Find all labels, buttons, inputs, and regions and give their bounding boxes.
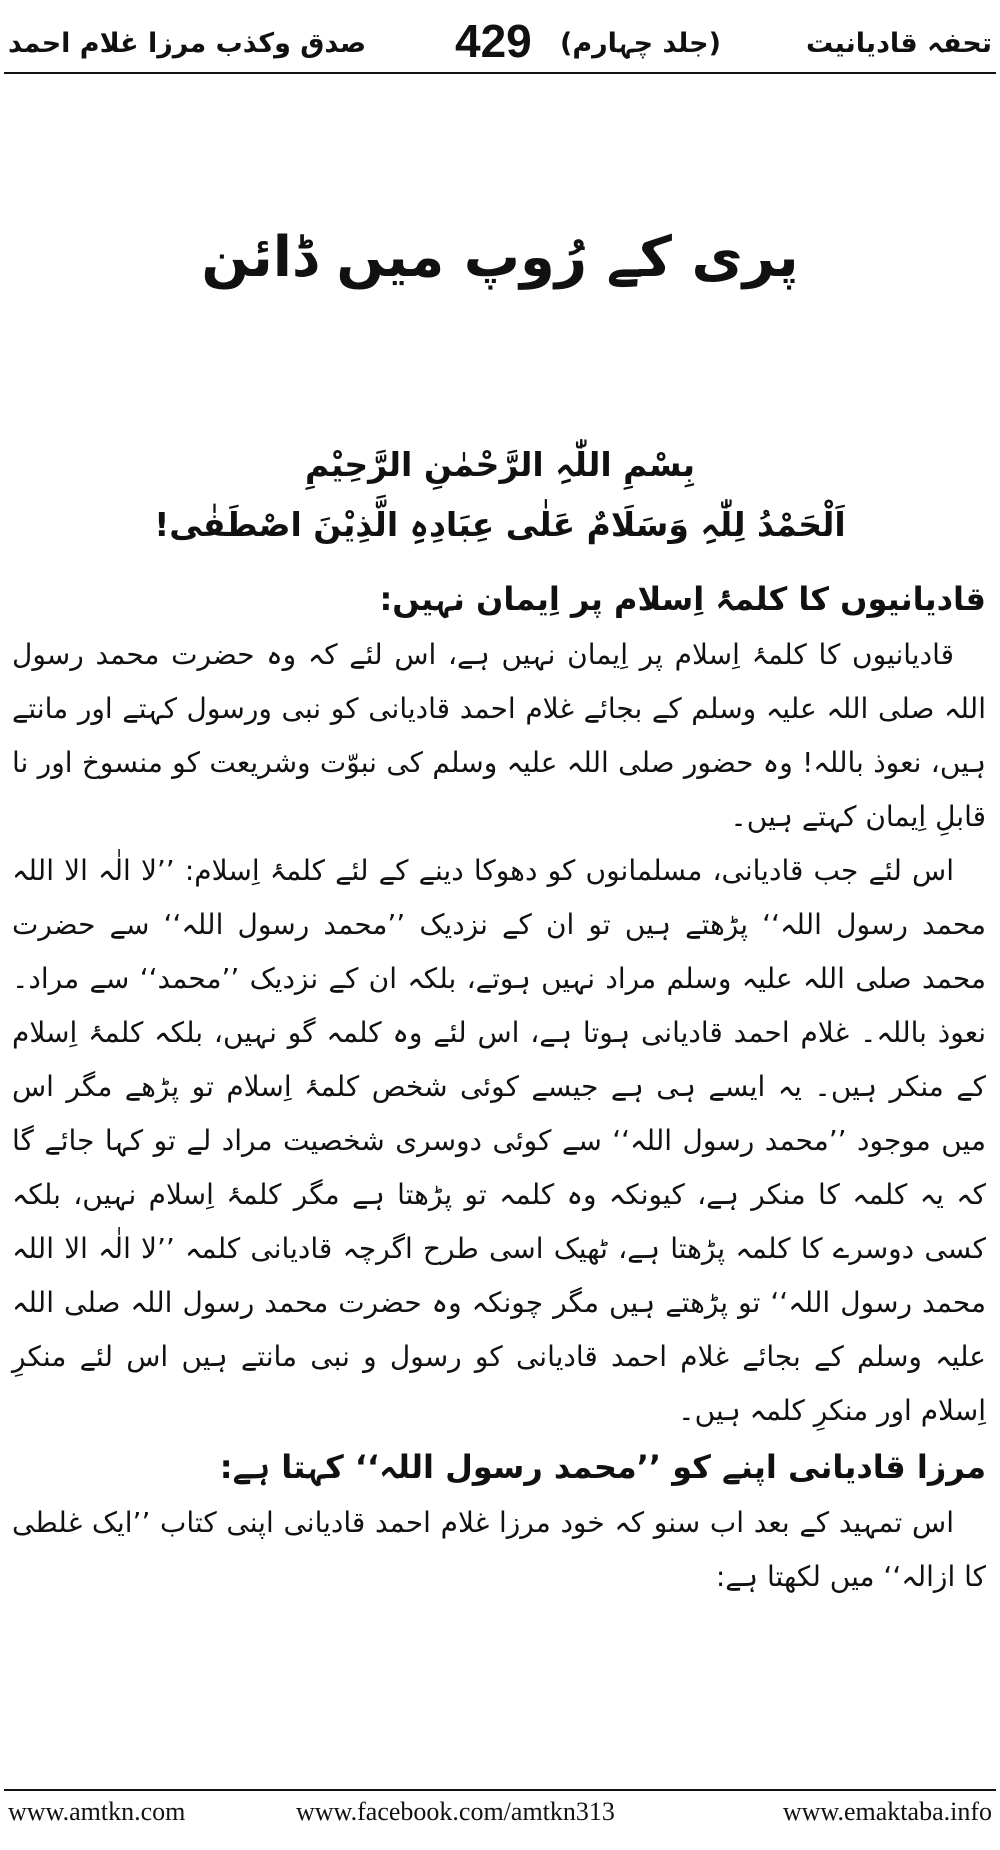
header-volume: (جلد چہارم) [560, 28, 721, 59]
paragraph-2: اس لئے جب قادیانی، مسلمانوں کو دھوکا دینے کے لئے کلمۂ اِسلام: ’’لا الٰہ الا اللہ محمد رسول اللہ‘‘ پڑھتے ہیں تو ان کے نزدیک ’’محمد رسول اللہ‘‘ سے حضرت محمد صلی اللہ علیہ وسلم مراد نہیں ہوتے، بلکہ ان کے نزدیک ’’محمد‘‘ سے مراد۔ نعوذ باللہ۔ غلام احمد قادیانی ہوتا ہے، اس لئے وہ کلمہ گو نہیں، بلکہ کلمۂ اِسلام کے منکر ہیں۔ یہ ایسے ہی ہے جیسے کوئی شخص کلمۂ اِسلام تو پڑھے مگر اس میں موجود ’’محمد رسول اللہ‘‘ سے کوئی دوسری شخصیت مراد لے تو کہا جائے گا کہ یہ کلمہ کا منکر ہے، کیونکہ وہ کلمہ تو پڑھتا ہے مگر کلمۂ اِسلام نہیں، بلکہ کسی دوسرے کا کلمہ پڑھتا ہے، ٹھیک اسی طرح اگرچہ قادیانی کلمہ ’’لا الٰہ الا اللہ محمد رسول اللہ‘‘ تو پڑھتے ہیں مگر چونکہ وہ حضرت محمد رسول اللہ صلی اللہ علیہ وسلم کے بجائے غلام احمد قادیانی کو رسول و نبی مانتے ہیں اس لئے منکرِ اِسلام اور منکرِ کلمہ ہیں۔ [12, 854, 986, 1427]
header-divider [4, 72, 996, 74]
footer-link-facebook[interactable]: www.facebook.com/amtkn313 [296, 1797, 615, 1826]
footer-divider [4, 1789, 996, 1791]
header-section-title: صدق وکذب مرزا غلام احمد [8, 28, 367, 59]
footer-link-emaktaba[interactable]: www.emaktaba.info [782, 1797, 992, 1826]
section-heading-kalima: قادیانیوں کا کلمۂ اِسلام پر اِیمان نہیں: [379, 580, 986, 618]
page-number: 429 [455, 15, 532, 67]
chapter-title: پری کے رُوپ میں ڈائن [201, 225, 799, 290]
footer-link-amtkn[interactable]: www.amtkn.com [8, 1797, 186, 1826]
header-book-title: تحفہ قادیانیت [806, 28, 992, 59]
paragraph-3: اس تمہید کے بعد اب سنو کہ خود مرزا غلام احمد قادیانی اپنی کتاب ’’ایک غلطی کا ازالہ‘‘ میں لکھتا ہے: [12, 1506, 986, 1593]
body-text [12, 570, 986, 1604]
hamd-line: اَلْحَمْدُ لِلّٰہِ وَسَلَامٌ عَلٰی عِبَادِہِ الَّذِیْنَ اصْطَفٰی! [154, 505, 846, 544]
basmala: بِسْمِ اللّٰہِ الرَّحْمٰنِ الرَّحِیْمِ [304, 445, 696, 484]
section-heading-mirza: مرزا قادیانی اپنے کو ’’محمد رسول اللہ‘‘ کہتا ہے: [219, 1448, 986, 1486]
paragraph-1: قادیانیوں کا کلمۂ اِسلام پر اِیمان نہیں ہے، اس لئے کہ وہ حضرت محمد رسول اللہ صلی اللہ علیہ وسلم کے بجائے غلام احمد قادیانی کو نبی ورسول کہتے اور مانتے ہیں، نعوذ باللہ! وہ حضور صلی اللہ علیہ وسلم کی نبوّت وشریعت کو منسوخ اور نا قابلِ اِیمان کہتے ہیں۔ [12, 638, 986, 833]
page-header [0, 14, 1000, 70]
page-footer [0, 1797, 1000, 1837]
